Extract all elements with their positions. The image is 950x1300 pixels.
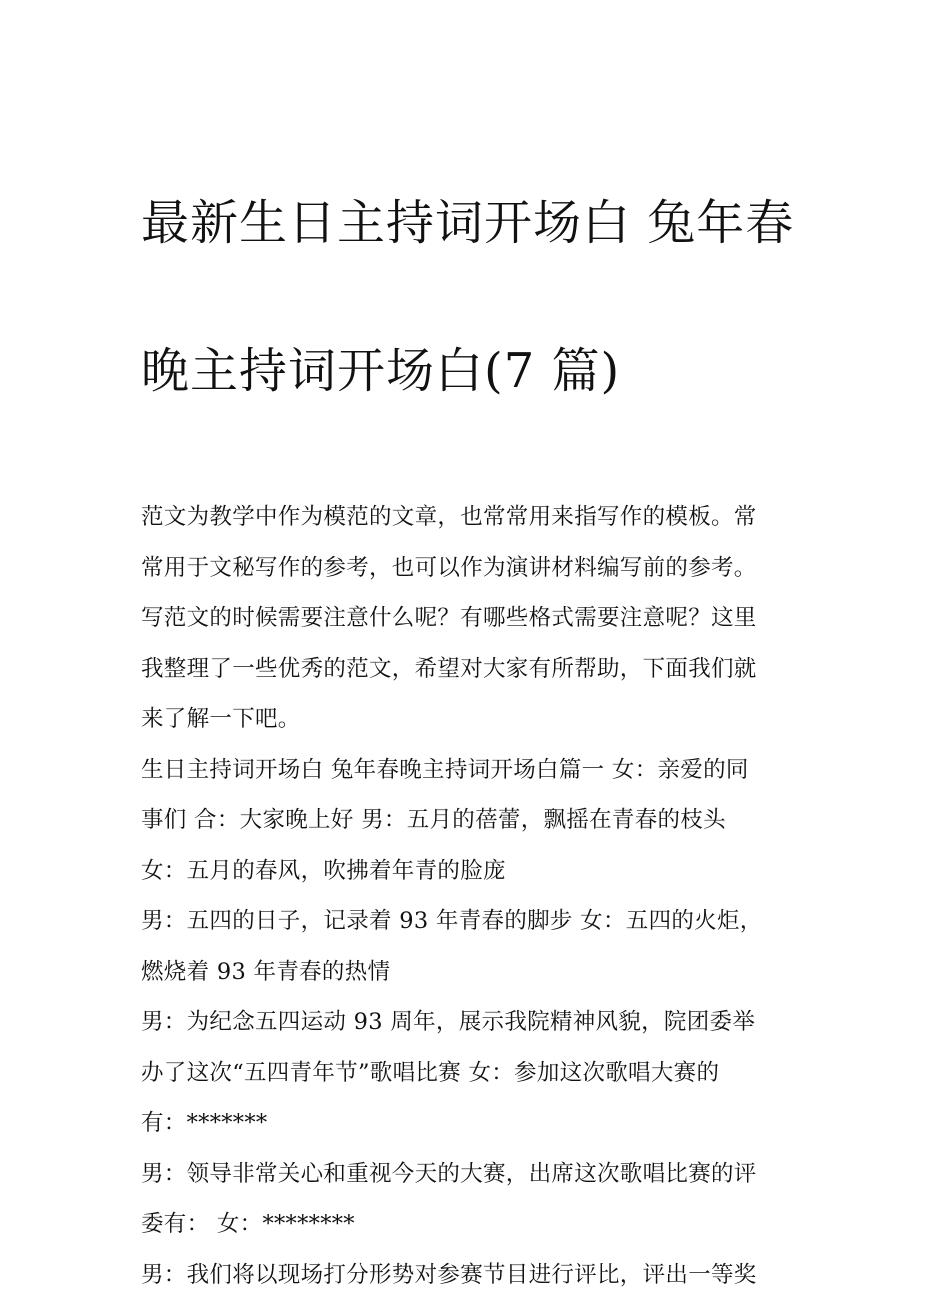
title-line-2: 晚主持词开场白(7 篇) — [141, 334, 813, 408]
text-line: 男：五四的日子，记录着 93 年青春的脚步 女：五四的火炬， — [141, 896, 813, 947]
text-line: 男：为纪念五四运动 93 周年，展示我院精神风貌，院团委举 — [141, 997, 813, 1048]
text-line: 女：五月的春风，吹拂着年青的脸庞 — [141, 846, 813, 897]
intro-paragraph — [141, 492, 813, 745]
paragraph-5 — [141, 1250, 813, 1300]
text-line: 我整理了一些优秀的范文，希望对大家有所帮助，下面我们就 — [141, 644, 813, 695]
text-line: 生日主持词开场白 兔年春晚主持词开场白篇一 女：亲爱的同 — [141, 745, 813, 796]
paragraph-3 — [141, 997, 813, 1149]
paragraph-1 — [141, 745, 813, 897]
text-line: 委有： 女：******** — [141, 1199, 813, 1250]
text-line: 燃烧着 93 年青春的热情 — [141, 947, 813, 998]
text-line: 写范文的时候需要注意什么呢？有哪些格式需要注意呢？这里 — [141, 593, 813, 644]
title-line-1: 最新生日主持词开场白 兔年春 — [141, 186, 813, 260]
paragraph-2 — [141, 896, 813, 997]
document-title — [141, 112, 813, 482]
text-line: 男：领导非常关心和重视今天的大赛，出席这次歌唱比赛的评 — [141, 1149, 813, 1200]
text-line: 有：******* — [141, 1098, 813, 1149]
document-content — [141, 112, 813, 1300]
text-line: 事们 合：大家晚上好 男：五月的蓓蕾，飘摇在青春的枝头 — [141, 795, 813, 846]
text-line: 范文为教学中作为模范的文章，也常常用来指写作的模板。常 — [141, 492, 813, 543]
text-line: 办了这次“五四青年节”歌唱比赛 女：参加这次歌唱大赛的 — [141, 1048, 813, 1099]
paragraph-4 — [141, 1149, 813, 1250]
text-line: 常用于文秘写作的参考，也可以作为演讲材料编写前的参考。 — [141, 543, 813, 594]
text-line: 来了解一下吧。 — [141, 694, 813, 745]
document-body — [141, 492, 813, 1300]
text-line: 男：我们将以现场打分形势对参赛节目进行评比，评出一等奖 — [141, 1250, 813, 1300]
